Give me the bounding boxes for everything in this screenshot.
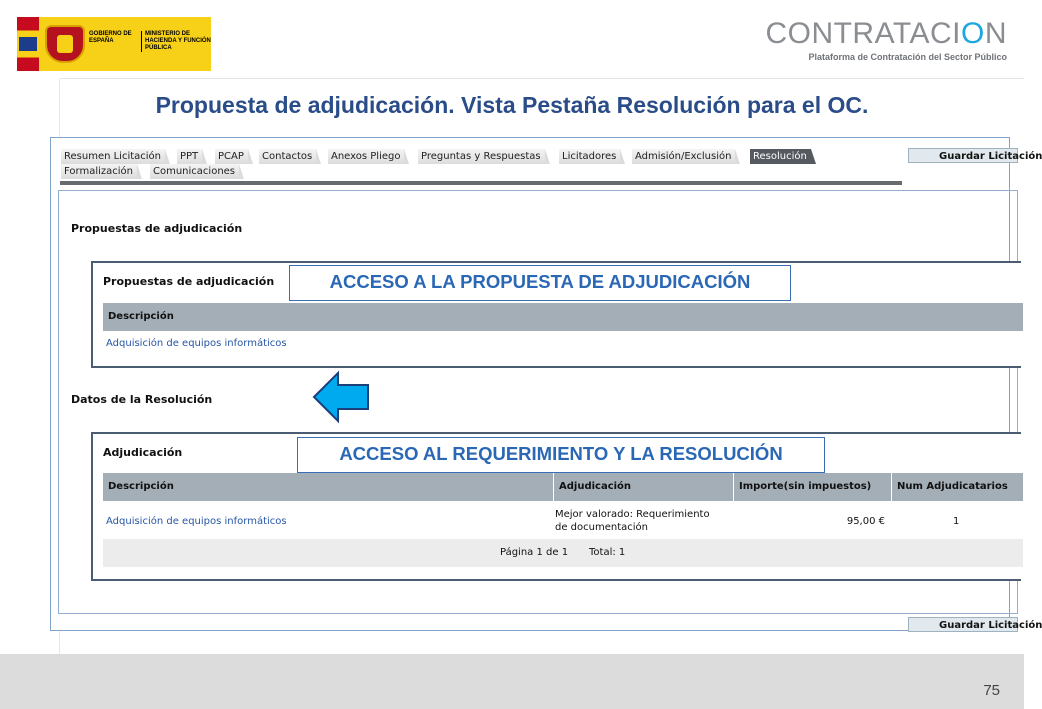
callout-acceso-propuesta: ACCESO A LA PROPUESTA DE ADJUDICACIÓN	[289, 265, 791, 301]
resolution-table-header	[103, 473, 1023, 501]
section-title-propuestas: Propuestas de adjudicación	[71, 222, 243, 235]
app-screenshot	[50, 137, 1042, 631]
save-licitacion-button-bottom[interactable]: Guardar Licitación	[908, 617, 1018, 632]
header-divider	[60, 78, 1024, 79]
gov-logo-line2: MINISTERIO DE HACIENDA Y FUNCIÓN PÚBLICA	[141, 31, 213, 52]
tab-anexos-pliego[interactable]: Anexos Pliego	[328, 149, 404, 164]
importe-cell: 95,00 €	[846, 516, 885, 527]
proposal-link[interactable]: Adquisición de equipos informáticos	[106, 338, 287, 349]
gobierno-logo	[17, 17, 211, 71]
tab-comunicaciones[interactable]: Comunicaciones	[150, 164, 239, 179]
resolution-link[interactable]: Adquisición de equipos informáticos	[106, 516, 287, 527]
proposals-panel-title: Propuestas de adjudicación	[103, 275, 275, 288]
pager-page-text: Página 1 de 1	[500, 547, 569, 558]
brand-subtitle: Plataforma de Contratación del Sector Público	[808, 52, 1007, 62]
tab-formalizacion[interactable]: Formalización	[61, 164, 137, 179]
tab-resolucion[interactable]: Resolución	[750, 149, 811, 164]
page-number: 75	[983, 682, 1000, 699]
proposals-table-header	[103, 303, 1023, 331]
contratacion-logo	[765, 18, 1007, 62]
flag-icon	[17, 17, 39, 71]
column-header-num-adjudicatarios: Num Adjudicatarios	[891, 473, 1023, 501]
callout-acceso-requerimiento: ACCESO AL REQUERIMIENTO Y LA RESOLUCIÓN	[297, 437, 825, 473]
gov-logo-line1: GOBIERNO DE ESPAÑA	[89, 31, 132, 44]
content-frame	[58, 190, 1018, 614]
adjudicacion-cell-line2: de documentación	[555, 522, 648, 533]
column-header-adjudicacion: Adjudicación	[553, 473, 733, 501]
tab-contactos[interactable]: Contactos	[259, 149, 316, 164]
pager-total-text: Total: 1	[589, 547, 626, 558]
num-adjudicatarios-cell: 1	[953, 516, 960, 527]
column-header-importe: Importe(sin impuestos)	[733, 473, 891, 501]
coat-of-arms-icon	[45, 25, 85, 63]
column-header-descripcion: Descripción	[108, 311, 174, 322]
tab-admision-exclusion[interactable]: Admisión/Exclusión	[632, 149, 735, 164]
section-title-datos-resolucion: Datos de la Resolución	[71, 393, 213, 406]
brand-text-1: CONTRATACI	[765, 17, 961, 50]
brand-text-2: N	[984, 17, 1007, 50]
resolution-panel-title: Adjudicación	[103, 446, 183, 459]
tabs-underline	[60, 181, 902, 185]
tab-licitadores[interactable]: Licitadores	[559, 149, 620, 164]
tab-ppt[interactable]: PPT	[177, 149, 202, 164]
pointer-arrow-icon	[312, 371, 374, 423]
save-licitacion-button-top[interactable]: Guardar Licitación	[908, 148, 1018, 163]
column-header-descripcion: Descripción	[108, 481, 174, 492]
slide-title: Propuesta de adjudicación. Vista Pestaña Resolución para el OC.	[155, 92, 869, 118]
tab-resumen-licitacion[interactable]: Resumen Licitación	[61, 149, 165, 164]
brand-power-o: O	[960, 17, 985, 50]
pager-row	[103, 539, 1023, 567]
footer-band	[0, 654, 1024, 709]
tab-preguntas-respuestas[interactable]: Preguntas y Respuestas	[418, 149, 545, 164]
adjudicacion-cell-line1: Mejor valorado: Requerimiento	[555, 509, 710, 520]
tab-pcap[interactable]: PCAP	[215, 149, 248, 164]
